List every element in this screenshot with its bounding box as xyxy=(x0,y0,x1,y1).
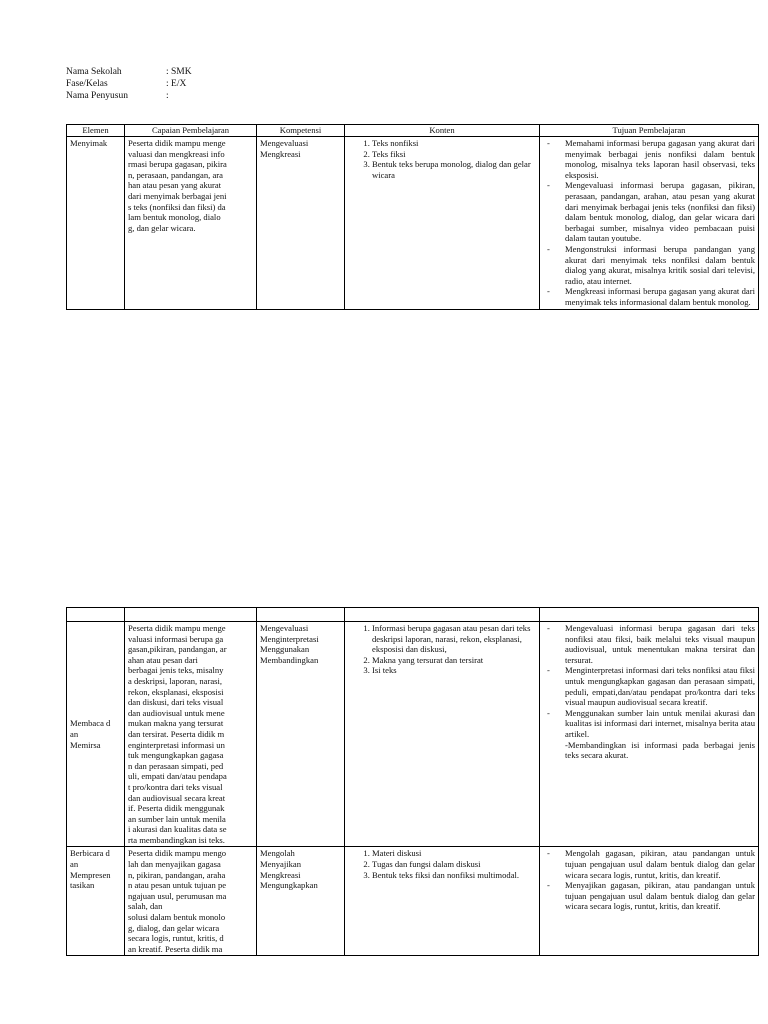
list-item: - Menggunakan sumber lain untuk menilai akurasi dan kualitas isi informasi dari internet, misalnya berita atau artikel. xyxy=(543,708,755,740)
header-value-author: : xyxy=(166,91,169,101)
header-label-school: Nama Sekolah xyxy=(66,67,122,77)
tujuan-list xyxy=(543,848,755,912)
cell-capaian: Peserta didik mampu menge valuasi dan mengkreasi info rmasi berupa gagasan, pikira n, perasaan, pandangan, ara han atau pesan yang akurat dari menyimak berbagai jeni s teks (nonfiksi dan fiksi) da lam bentuk monolog, dialo g, dan gelar wicara. xyxy=(125,137,257,310)
tujuan-extra: -Membandingkan isi informasi pada berbagai jenis teks secara akurat. xyxy=(565,739,755,761)
header-label-author: Nama Penyusun xyxy=(66,91,129,101)
tujuan-list xyxy=(543,138,755,308)
column-header-kompetensi: Kompetensi xyxy=(257,125,345,137)
cell-tujuan xyxy=(540,137,759,310)
list-item: - Memahami informasi berupa gagasan yang akurat dari menyimak berbagai jenis nonfiksi dalam bentuk monolog, misalnya teks laporan hasil observasi, teks eksposisi. xyxy=(543,138,755,180)
konten-list xyxy=(348,848,536,880)
column-header-elemen: Elemen xyxy=(67,125,125,137)
cell-konten xyxy=(345,137,540,310)
header-label-phase: Fase/Kelas xyxy=(66,79,108,89)
cell-elemen: Berbicara d an Mempresen tasikan xyxy=(67,847,125,956)
cell-kompetensi: Mengolah Menyajikan Mengkreasi Mengungkapkan xyxy=(257,847,345,956)
curriculum-table-top xyxy=(66,124,759,310)
table-row xyxy=(67,847,759,956)
list-item: - Menyajikan gagasan, pikiran, atau pandangan untuk tujuan pengajuan usul dalam bentuk dialog dan gelar wicara secara logis, runtut, kritis, dan kreatif. xyxy=(543,880,755,912)
header-row-phase xyxy=(66,78,192,90)
empty-header-cell xyxy=(125,608,257,622)
cell-tujuan xyxy=(540,847,759,956)
table-header-row-empty xyxy=(67,608,759,622)
konten-list xyxy=(348,138,536,180)
cell-konten xyxy=(345,622,540,847)
header-value-phase: : E/X xyxy=(166,79,187,89)
cell-kompetensi: Mengevaluasi Mengkreasi xyxy=(257,137,345,310)
cell-elemen: Membaca d an Memirsa xyxy=(67,622,125,847)
list-item: 1. Teks nonfiksi xyxy=(372,138,536,149)
table-header-row xyxy=(67,125,759,137)
column-header-capaian: Capaian Pembelajaran xyxy=(125,125,257,137)
list-item: - Mengevaluasi informasi berupa gagasan, pikiran, perasaan, pandangan, arahan, atau pesan yang akurat dari menyimak berbagai jenis teks (nonfiksi dan fiksi) dalam bentuk monolog, dialog, dan gelar wicara dari berbagai sumber, misalnya video pembacaan puisi dalam tautan youtube. xyxy=(543,180,755,244)
document-header xyxy=(66,66,192,102)
empty-header-cell xyxy=(67,608,125,622)
list-item: 2. Makna yang tersurat dan tersirat xyxy=(372,655,536,666)
cell-capaian: Peserta didik mampu menge valuasi informasi berupa ga gasan,pikiran, pandangan, ar ahan atau pesan dari berbagai jenis teks, misalny a deskripsi, laporan, narasi, rekon, eksplanasi, eksposisi dan diskusi, dari teks visual dan audiovisual untuk mene mukan makna yang tersurat dan tersirat. Peserta didik m enginterpretasi informasi un tuk mengungkapkan gagasa n dan perasaan simpati, ped uli, empati dan/atau pendapa t pro/kontra dari teks visual dan audiovisual secara kreat if. Peserta didik menggunak an sumber lain untuk menila i akurasi dan kualitas data se rta membandingkan isi teks. xyxy=(125,622,257,847)
list-item: 2. Tugas dan fungsi dalam diskusi xyxy=(372,859,536,870)
empty-header-cell xyxy=(540,608,759,622)
cell-konten xyxy=(345,847,540,956)
cell-elemen: Menyimak xyxy=(67,137,125,310)
curriculum-table-bottom xyxy=(66,607,759,956)
list-item: - Mengkreasi informasi berupa gagasan yang akurat dari menyimak teks informasional dalam bentuk monolog. xyxy=(543,286,755,307)
cell-kompetensi: Mengevaluasi Menginterpretasi Menggunakan Membandingkan xyxy=(257,622,345,847)
column-header-konten: Konten xyxy=(345,125,540,137)
list-item: - Mengevaluasi informasi berupa gagasan dari teks nonfiksi atau fiksi, baik melalui teks visual maupun audiovisual, untuk menentukan makna tersirat dan tersurat. xyxy=(543,623,755,665)
column-header-tujuan: Tujuan Pembelajaran xyxy=(540,125,759,137)
table-row xyxy=(67,137,759,310)
list-item: 3. Bentuk teks berupa monolog, dialog dan gelar wicara xyxy=(372,159,536,180)
list-item: 3. Isi teks xyxy=(372,665,536,676)
cell-tujuan xyxy=(540,622,759,847)
list-item: 2. Teks fiksi xyxy=(372,149,536,160)
list-item: 3. Bentuk teks fiksi dan nonfiksi multimodal. xyxy=(372,870,536,881)
table-row xyxy=(67,622,759,847)
list-item: 1. Materi diskusi xyxy=(372,848,536,859)
list-item: 1. Informasi berupa gagasan atau pesan dari teks deskripsi laporan, narasi, rekon, eksplanasi, eksposisi dan diskusi, xyxy=(372,623,536,655)
header-row-author xyxy=(66,90,192,102)
empty-header-cell xyxy=(345,608,540,622)
konten-list xyxy=(348,623,536,676)
tujuan-list xyxy=(543,623,755,740)
list-item: - Menginterpretasi informasi dari teks nonfiksi atau fiksi untuk mengungkapkan gagasan dan perasaan simpati, peduli, empati,dan/atau pendapat pro/kontra dari teks visual maupun audiovisual secara kreatif. xyxy=(543,665,755,707)
header-value-school: : SMK xyxy=(166,67,192,77)
cell-capaian: Peserta didik mampu mengo lah dan menyajikan gagasa n, pikiran, pandangan, araha n atau pesan untuk tujuan pe ngajuan usul, perumusan ma salah, dan solusi dalam bentuk monolo g, dialog, dan gelar wicara secara logis, runtut, kritis, d an kreatif. Peserta didik ma xyxy=(125,847,257,956)
list-item: - Mengolah gagasan, pikiran, atau pandangan untuk tujuan pengajuan usul dalam bentuk dialog dan gelar wicara secara logis, runtut, kritis, dan kreatif. xyxy=(543,848,755,880)
list-item: - Mengonstruksi informasi berupa pandangan yang akurat dari menyimak teks nonfiksi dalam bentuk dialog yang akurat, misalnya kritik sosial dari televisi, radio, atau internet. xyxy=(543,244,755,286)
header-row-school xyxy=(66,66,192,78)
empty-header-cell xyxy=(257,608,345,622)
